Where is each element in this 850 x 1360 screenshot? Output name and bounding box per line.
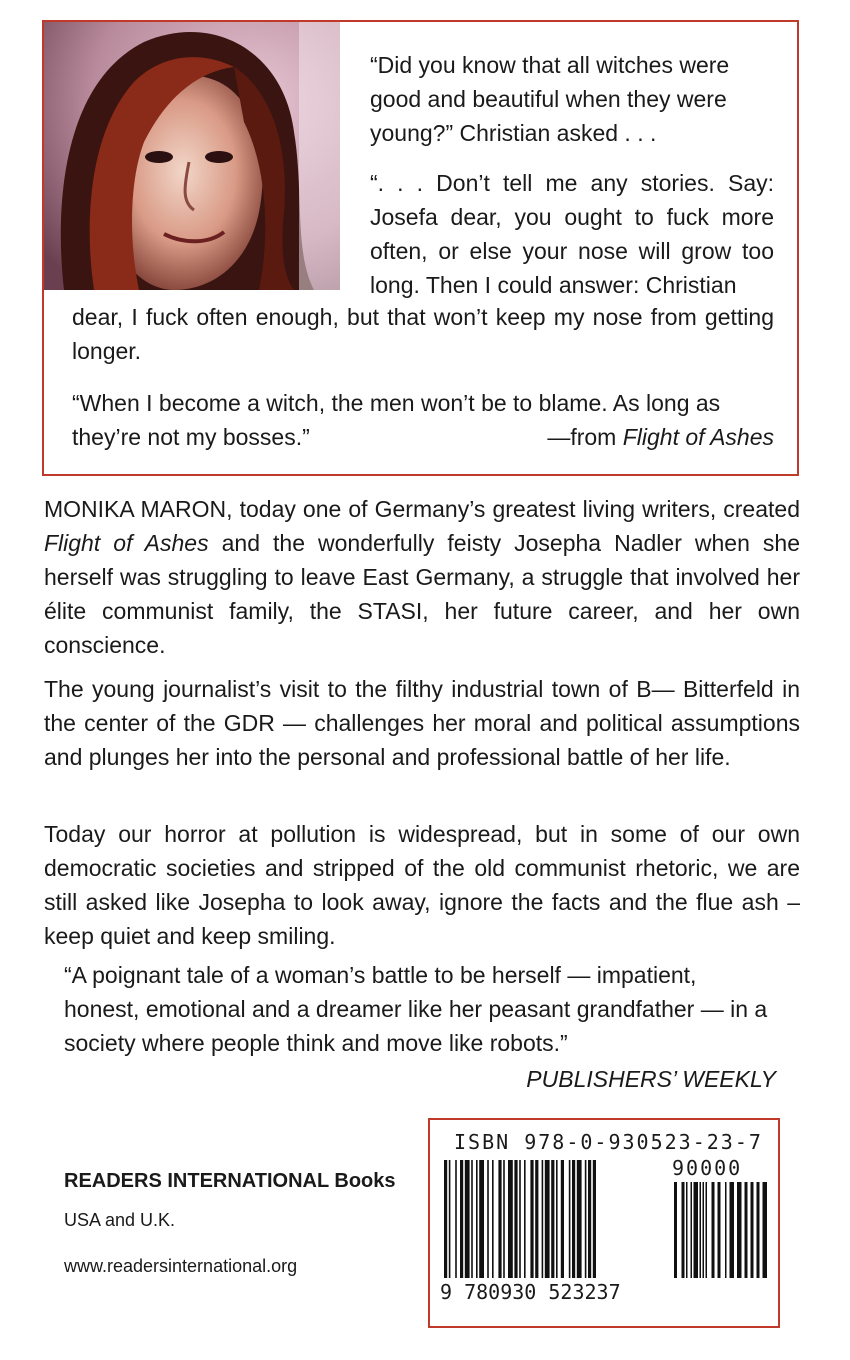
description-paragraph-3: Today our horror at pollution is widespread, but in some of our own democratic societies and stripped of the old communist rhetoric, we are still asked like Josepha to look away, ignore the facts and the flue ash – keep quiet and keep smiling. [44, 821, 800, 949]
barcode-icon [440, 1160, 772, 1280]
quote-attribution: —from Flight of Ashes [547, 424, 774, 450]
author-portrait [44, 22, 340, 290]
description-paragraph-1: MONIKA MARON, today one of Germany’s greatest living writers, created Flight of Ashes and the wonderfully feisty Josepha Nadler when she herself was struggling to leave East Germany, a struggle that involved her élite communist family, the STASI, her future career, and her own conscience. [44, 496, 801, 658]
price-code: 90000 [672, 1156, 743, 1180]
review-source: PUBLISHERS’ WEEKLY [526, 1066, 776, 1092]
quote-dont-tell: “. . . Don’t tell me any stories. Say: Josefa dear, you ought to fuck more often, or else your nose will grow too long. Then I could answer: Christian [370, 170, 774, 298]
description-paragraph-2: The young journalist’s visit to the filthy industrial town of B— Bitterfeld in the center of the GDR — challenges her moral and political assumptions and plunges her into the personal and professional battle of her life. [44, 676, 800, 770]
publisher-name: READERS INTERNATIONAL Books [64, 1170, 396, 1192]
quote-become-witch: “When I become a witch, the men won’t be to blame. As long as they’re not my bosses.” [72, 390, 721, 450]
ean-digits: 9 780930 523237 [440, 1280, 621, 1304]
quote-witches: “Did you know that all witches were good and beautiful when they were young?” Christian asked . . . [370, 52, 730, 146]
review-quote: “A poignant tale of a woman’s battle to be herself — impatient, honest, emotional and a dreamer like her peasant grandfather — in a society where people think and move like robots.” [64, 962, 768, 1056]
isbn-label: ISBN 978-0-930523-23-7 [454, 1130, 763, 1154]
quote-dont-tell-continued: dear, I fuck often enough, but that won’t keep my nose from getting longer. [72, 304, 774, 364]
publisher-url: www.readersinternational.org [64, 1256, 298, 1276]
publisher-region: USA and U.K. [64, 1210, 176, 1230]
